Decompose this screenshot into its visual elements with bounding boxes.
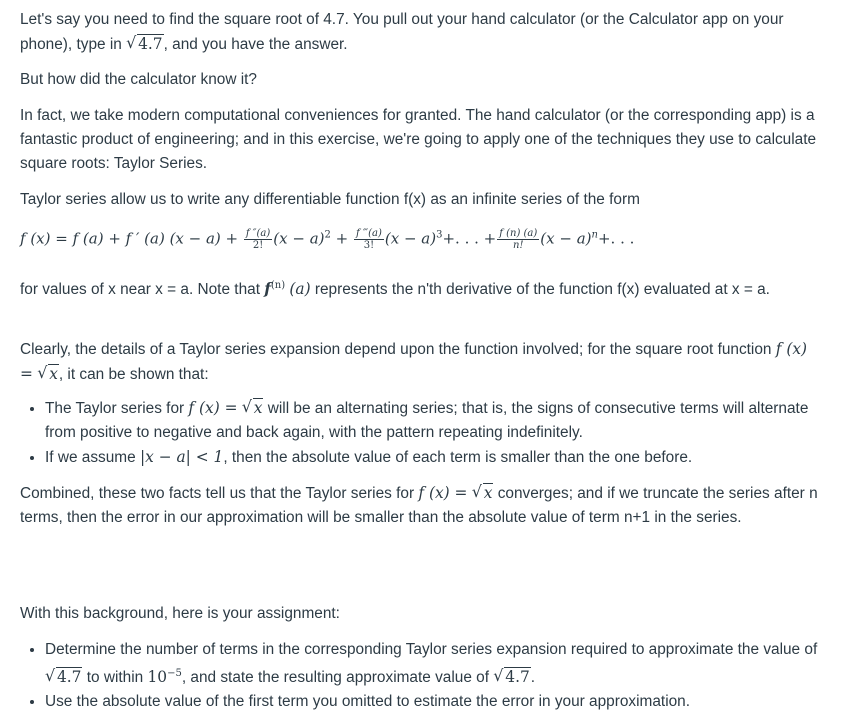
list-item: • Use the absolute value of the first term you omitted to estimate the error in your approximation. bbox=[45, 690, 825, 714]
sqrt-x-inline: √ x bbox=[37, 363, 58, 383]
assignment-heading: With this background, here is your assignment: bbox=[20, 605, 340, 622]
sqrt-4-7-inline bbox=[126, 32, 163, 57]
radicand: 4.7 bbox=[138, 35, 163, 53]
radical-sign-icon: √ bbox=[493, 666, 504, 686]
derivative-note-paragraph: for values of x near x = a. Note that $f^{(n)}$ (a) represents the n'th derivative of the function f(x) evaluated at x = a. bbox=[20, 280, 770, 299]
combined-paragraph: Combined, these two facts tell us that the Taylor series for f (x) = √ x converges; and if we truncate the series after n terms, then the error in our approximation will be smaller than the absolute value of term n+1 in the series. bbox=[20, 482, 818, 526]
list-item: • Determine the number of terms in the corresponding Taylor series expansion required to approximate the value of √ 4.7 to within $10^{-5}$, and state the resulting approximate value of √ 4.7. bbox=[45, 638, 825, 690]
taylor-intro-paragraph: Taylor series allow us to write any differentiable function f(x) as an infinite series of the form bbox=[20, 191, 640, 208]
radical-sign-icon: √ bbox=[471, 482, 482, 501]
assignment-list bbox=[20, 638, 825, 714]
fraction-third-derivative: $\frac{f ‴(a)}{3!}$ bbox=[356, 228, 382, 251]
fraction-nth-derivative: $\frac{f (n) (a)}{n!}$ bbox=[499, 228, 538, 251]
fraction-second-derivative: $\frac{f ''(a)}{2!}$ bbox=[245, 228, 271, 251]
context-paragraph: In fact, we take modern computational conveniences for granted. The hand calculator (or the corresponding app) is a fantastic product of engineering; and in this exercise, we're going to apply one of the techniques they use to calculate square roots: Taylor Series. bbox=[20, 107, 817, 172]
radical-sign-icon: √ bbox=[45, 666, 56, 686]
intro-text-b: , and you have the answer. bbox=[163, 36, 348, 53]
details-paragraph: Clearly, the details of a Taylor series expansion depend upon the function involved; for the square root function f (x) = √ x, it can be shown that: bbox=[20, 337, 820, 387]
intro-text-a: Let's say you need to find the square root of 4.7. You pull out your hand calculator (or the Calculator app on your phone), type in bbox=[20, 11, 784, 53]
question-paragraph: But how did the calculator know it? bbox=[20, 71, 257, 88]
radical-sign-icon: √ bbox=[37, 363, 48, 382]
list-item: • The Taylor series for f (x) = √ x will be an alternating series; that is, the signs of consecutive terms will alternate from positive to negative and back again, with the pattern repeating indefinitely. bbox=[45, 396, 825, 445]
radical-sign-icon: √ bbox=[241, 397, 252, 416]
taylor-series-formula: f (x) = f (a) + f ′ (a) (x − a) + $\frac{f ''(a)}{2!}$ $(x - a)^2$ + $\frac{f ‴(a)}{3!}$ $(x - a)^3+$. . . + $\frac{f (n) (a)}{n!}$ $(x - a)^n+$. . . bbox=[20, 228, 635, 251]
list-item: • If we assume |x − a| < 1, then the absolute value of each term is smaller than the one before. bbox=[45, 445, 825, 470]
intro-paragraph bbox=[20, 8, 820, 57]
formula-lhs: f (x) = f (a) + f ′ (a) (x − a) + bbox=[20, 229, 239, 248]
properties-list bbox=[20, 396, 825, 470]
radical-sign-icon: √ bbox=[126, 33, 137, 52]
